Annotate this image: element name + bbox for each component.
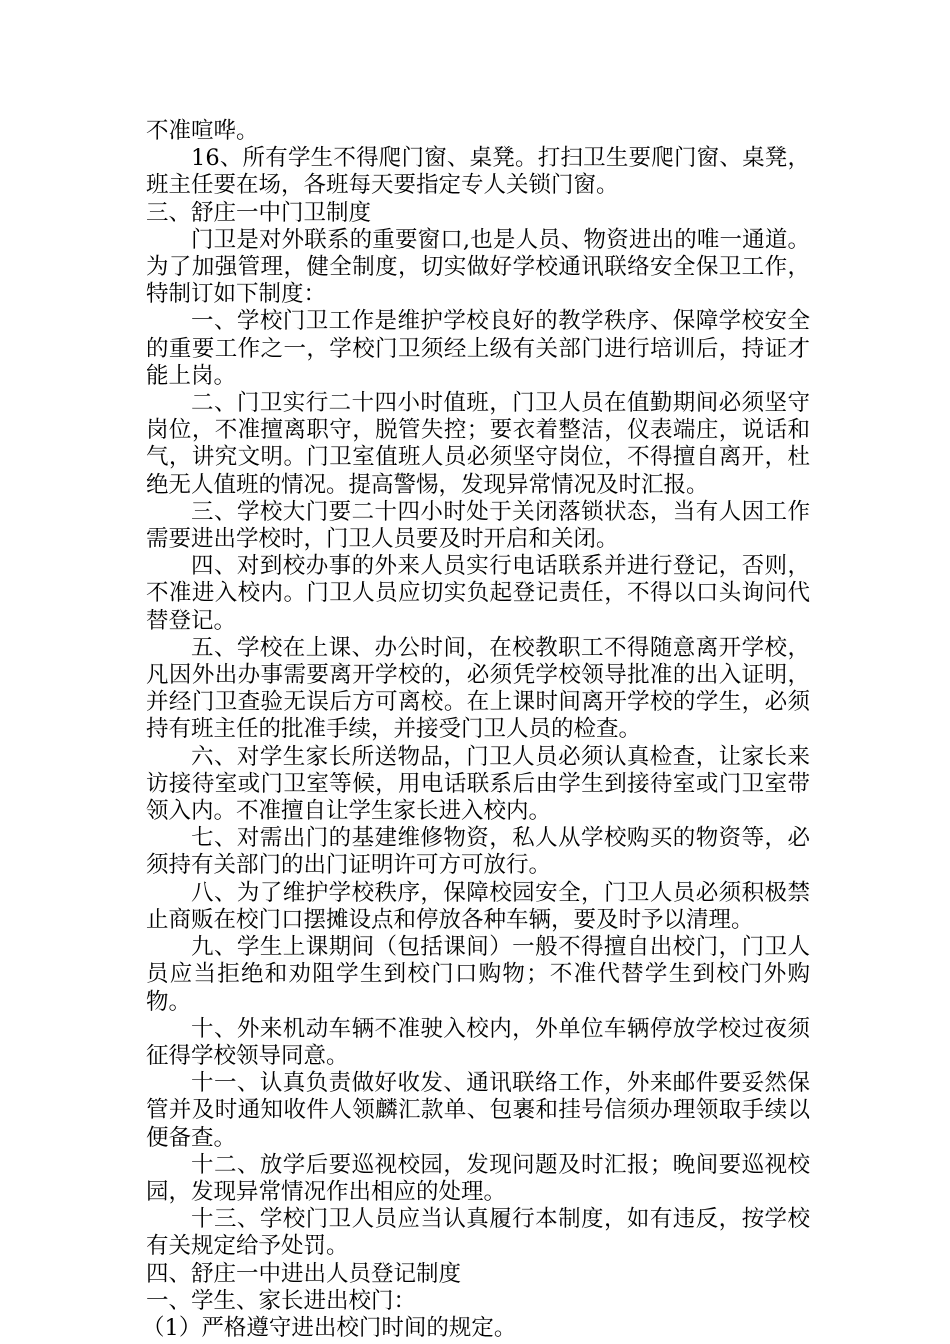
paragraph-8: 四、对到校办事的外来人员实行电话联系并进行登记，否则，不准进入校内。门卫人员应切实负起登记责任，不得以口头询问代替登记。 [146,553,810,634]
section-heading-visitor-registration: 四、舒庄一中进出人员登记制度 [146,1260,462,1287]
subsection-heading-students-parents: 一、学生、家长进出校门： [146,1287,417,1314]
paragraph-11: 七、对需出门的基建维修物资，私人从学校购买的物资等，必须持有关部门的出门证明许可方可放行。 [146,825,810,879]
paragraph-15: 十一、认真负责做好收发、通讯联络工作，外来邮件要妥然保管并及时通知收件人领麟汇款单、包裹和挂号信须办理领取手续以便备查。 [146,1070,810,1151]
paragraph-4: 门卫是对外联系的重要窗口,也是人员、物资进出的唯一通道。为了加强管理，健全制度，切实做好学校通讯联络安全保卫工作，特制订如下制度： [146,226,810,308]
paragraph-16: 十二、放学后要巡视校园，发现问题及时汇报；晚间要巡视校园，发现异常情况作出相应的处理。 [146,1151,810,1205]
paragraph-7: 三、学校大门要二十四小时处于关闭落锁状态，当有人因工作需要进出学校时，门卫人员要及时开启和关闭。 [146,498,810,553]
paragraph-2: 16、所有学生不得爬门窗、桌凳。打扫卫生要爬门窗、桌凳，班主任要在场，各班每天要指定专人关锁门窗。 [146,145,810,199]
paragraph-17: 十三、学校门卫人员应当认真履行本制度，如有违反，按学校有关规定给予处罚。 [146,1206,810,1260]
section-heading-gate-rules: 三、舒庄一中门卫制度 [146,199,372,226]
paragraph-1: 不准喧哗。 [146,118,259,144]
document-body [142,118,810,1342]
list-item-1: （1）严格遵守进出校门时间的规定。 [142,1314,517,1341]
paragraph-14: 十、外来机动车辆不准驶入校内，外单位车辆停放学校过夜须征得学校领导同意。 [146,1015,810,1069]
paragraph-13: 九、学生上课期间（包括课间）一般不得擅自出校门，门卫人员应当拒绝和劝阻学生到校门口购物；不准代替学生到校门外购物。 [146,934,810,1015]
paragraph-5: 一、学校门卫工作是维护学校良好的教学秩序、保障学校安全的重要工作之一，学校门卫须经上级有关部门进行培训后，持证才能上岗。 [146,308,810,389]
paragraph-9: 五、学校在上课、办公时间，在校教职工不得随意离开学校，凡因外出办事需要离开学校的，必须凭学校领导批准的出入证明，并经门卫查验无误后方可离校。在上课时间离开学校的学生，必须持有班主任的批准手续，并接受门卫人员的检查。 [146,634,810,743]
paragraph-12: 八、为了维护学校秩序，保障校园安全，门卫人员必须积极禁止商贩在校门口摆摊设点和停放各种车辆，要及时予以清理。 [146,879,810,933]
paragraph-6: 二、门卫实行二十四小时值班，门卫人员在值勤期间必须坚守岗位，不准擅离职守，脱管失控；要衣着整洁，仪表端庄，说话和气，讲究文明。门卫室值班人员必须坚守岗位，不得擅自离开，杜绝无人值班的情况。提高警惕，发现异常情况及时汇报。 [146,390,810,498]
paragraph-10: 六、对学生家长所送物品，门卫人员必须认真检查，让家长来访接待室或门卫室等候，用电话联系后由学生到接待室或门卫室带领入内。不准擅自让学生家长进入校内。 [146,743,810,825]
